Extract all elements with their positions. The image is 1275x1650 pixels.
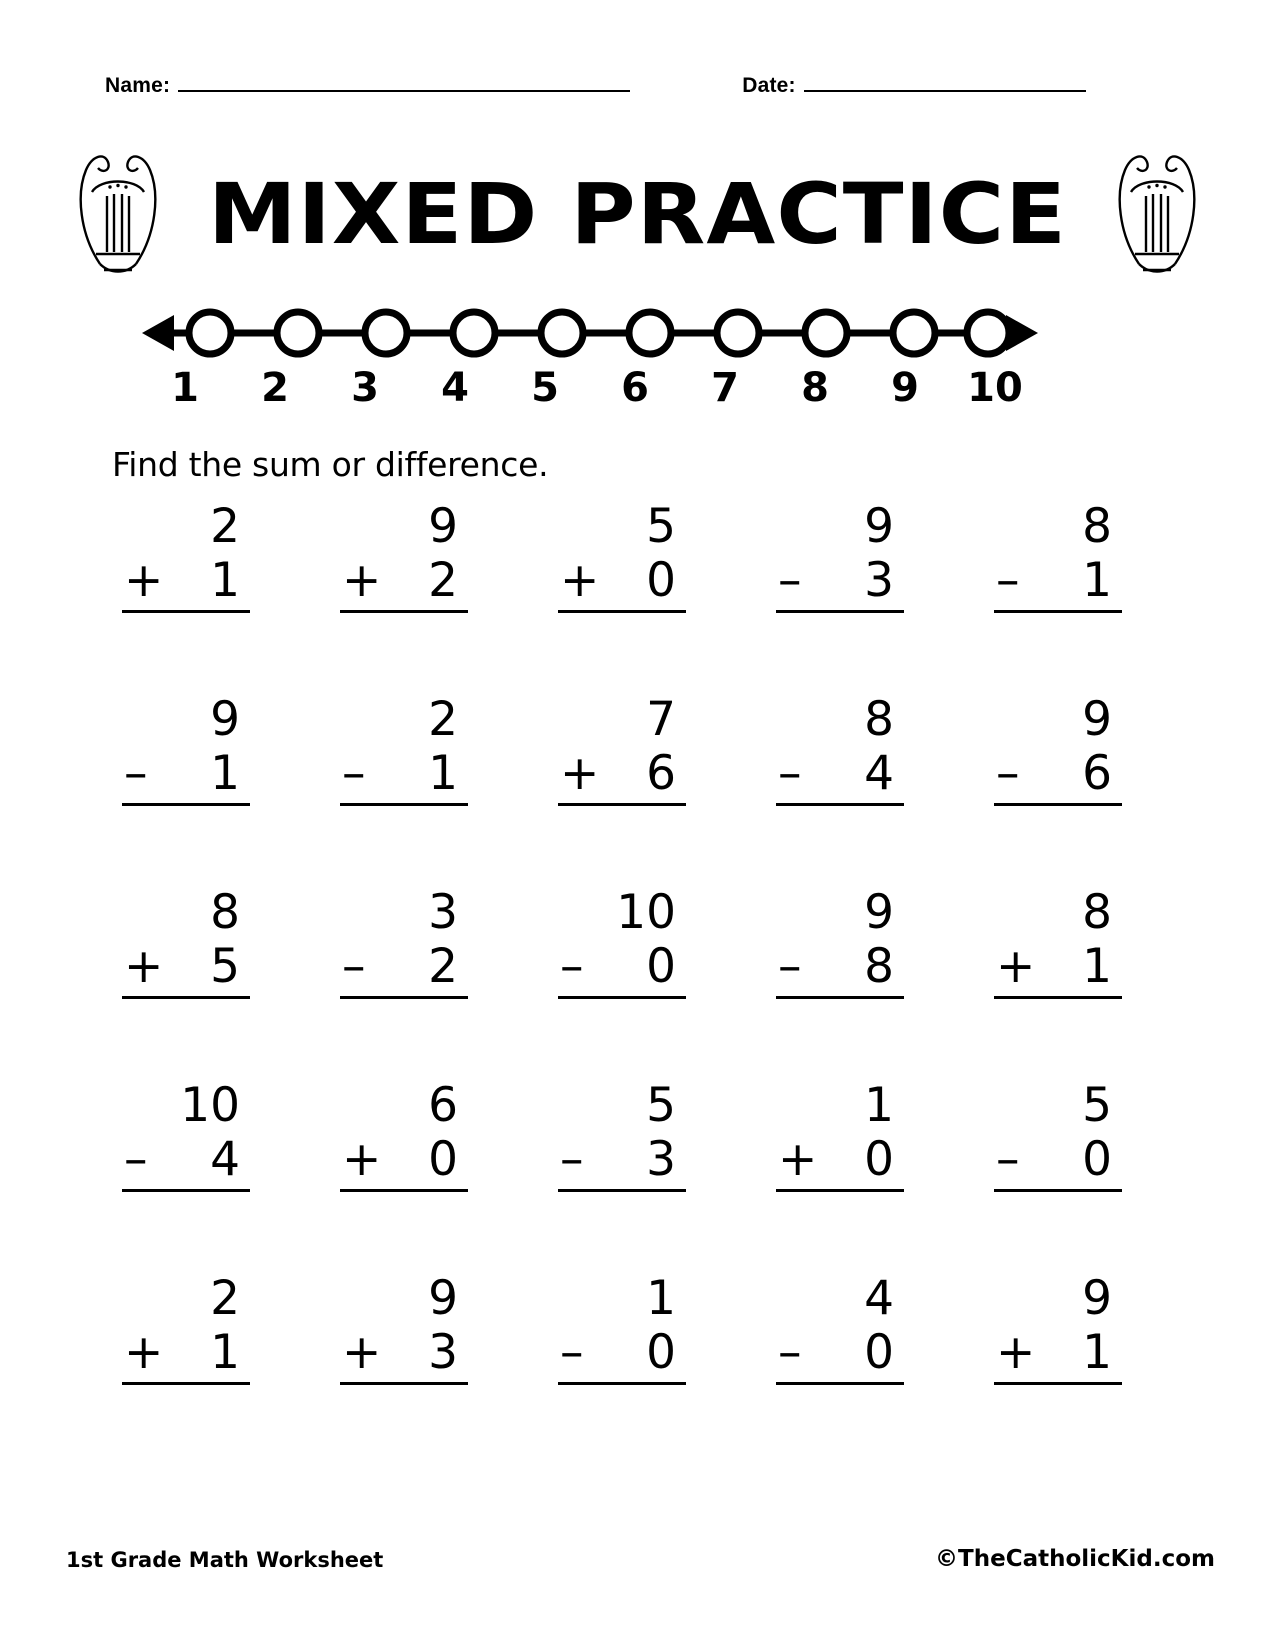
- problem-bottom-operand: 1: [210, 746, 240, 801]
- problem-top-operand: 8: [1082, 499, 1112, 554]
- problem-cell[interactable]: [968, 886, 1186, 1079]
- problem-top-operand: 3: [428, 885, 458, 940]
- title-row: [60, 128, 1215, 288]
- problem-cell[interactable]: [750, 1079, 968, 1272]
- problem-bottom-operand: 5: [210, 939, 240, 994]
- problem: [340, 1079, 468, 1192]
- problem-top-operand: 8: [864, 692, 894, 747]
- problem-operator: –: [996, 553, 1020, 608]
- problem-operator: –: [996, 746, 1020, 801]
- problem-operator: –: [560, 1325, 584, 1380]
- problem: [340, 1272, 468, 1385]
- problem-grid: [96, 500, 1186, 1465]
- problem-cell[interactable]: [750, 886, 968, 1079]
- problem-bottom-operand: 1: [210, 1325, 240, 1380]
- problem-cell[interactable]: [314, 1272, 532, 1465]
- problem-bottom-operand: 0: [646, 553, 676, 608]
- problem-bottom-operand: 4: [864, 746, 894, 801]
- problem-operator: +: [124, 553, 164, 608]
- date-write-line[interactable]: [804, 72, 1086, 92]
- problem-cell[interactable]: [532, 886, 750, 1079]
- problem-operator: +: [560, 746, 600, 801]
- problem: [994, 1079, 1122, 1192]
- problem: [122, 1079, 250, 1192]
- problem-cell[interactable]: [314, 1079, 532, 1272]
- instruction-text: Find the sum or difference.: [112, 445, 549, 484]
- problem-bottom-operand: 1: [210, 553, 240, 608]
- problem-bottom-operand: 0: [646, 939, 676, 994]
- problem-operator: +: [124, 1325, 164, 1380]
- problem-bottom-operand: 1: [1082, 1325, 1112, 1380]
- problem-bottom-operand: 0: [428, 1132, 458, 1187]
- problem-operator: +: [560, 553, 600, 608]
- problem-operator: +: [778, 1132, 818, 1187]
- problem: [994, 693, 1122, 806]
- problem-top-operand: 9: [864, 885, 894, 940]
- problem-row: [96, 500, 1186, 693]
- problem: [994, 886, 1122, 999]
- problem: [558, 1272, 686, 1385]
- number-line-label: 10: [967, 365, 1023, 411]
- problem-bottom-operand: 3: [428, 1325, 458, 1380]
- problem-cell[interactable]: [750, 693, 968, 886]
- problem-operator: –: [778, 553, 802, 608]
- number-line-label: 6: [621, 365, 649, 411]
- problem: [122, 693, 250, 806]
- problem-top-operand: 1: [864, 1078, 894, 1133]
- number-line-label: 5: [531, 365, 559, 411]
- problem-operator: –: [124, 1132, 148, 1187]
- problem-bottom-operand: 0: [864, 1132, 894, 1187]
- problem-cell[interactable]: [968, 500, 1186, 693]
- problem-top-operand: 9: [864, 499, 894, 554]
- problem-cell[interactable]: [968, 1079, 1186, 1272]
- problem-bottom-operand: 3: [646, 1132, 676, 1187]
- problem-operator: –: [778, 939, 802, 994]
- problem-cell[interactable]: [532, 1079, 750, 1272]
- problem-top-operand: 5: [646, 499, 676, 554]
- problem: [558, 886, 686, 999]
- problem-operator: +: [996, 1325, 1036, 1380]
- problem-cell[interactable]: [968, 1272, 1186, 1465]
- problem-cell[interactable]: [968, 693, 1186, 886]
- problem: [776, 500, 904, 613]
- problem-cell[interactable]: [750, 1272, 968, 1465]
- page-title: MIXED PRACTICE: [207, 165, 1068, 263]
- problem-operator: +: [124, 939, 164, 994]
- problem: [776, 693, 904, 806]
- problem-top-operand: 4: [864, 1271, 894, 1326]
- problem-cell[interactable]: [750, 500, 968, 693]
- problem: [776, 886, 904, 999]
- problem-operator: –: [560, 1132, 584, 1187]
- problem-bottom-operand: 1: [428, 746, 458, 801]
- problem: [122, 886, 250, 999]
- problem-row: [96, 886, 1186, 1079]
- problem-top-operand: 6: [428, 1078, 458, 1133]
- problem-bottom-operand: 1: [1082, 939, 1112, 994]
- problem-bottom-operand: 4: [210, 1132, 240, 1187]
- problem-top-operand: 2: [428, 692, 458, 747]
- problem-cell[interactable]: [314, 693, 532, 886]
- number-line-label: 9: [891, 365, 919, 411]
- problem-top-operand: 5: [646, 1078, 676, 1133]
- problem-operator: –: [778, 746, 802, 801]
- problem: [558, 1079, 686, 1192]
- problem: [776, 1079, 904, 1192]
- problem-cell[interactable]: [96, 500, 314, 693]
- number-line-labels: [140, 366, 1040, 410]
- footer-right-text: ©TheCatholicKid.com: [935, 1546, 1215, 1572]
- problem-cell[interactable]: [96, 886, 314, 1079]
- problem: [122, 500, 250, 613]
- name-write-line[interactable]: [178, 72, 630, 92]
- problem-bottom-operand: 8: [864, 939, 894, 994]
- number-line-label: 4: [441, 365, 469, 411]
- problem: [558, 500, 686, 613]
- problem-top-operand: 9: [428, 1271, 458, 1326]
- lyre-icon: [1109, 134, 1205, 284]
- problem-top-operand: 9: [1082, 692, 1112, 747]
- number-line-label: 1: [171, 365, 199, 411]
- problem-cell[interactable]: [532, 693, 750, 886]
- problem-top-operand: 2: [210, 1271, 240, 1326]
- problem-cell[interactable]: [314, 500, 532, 693]
- problem-bottom-operand: 6: [1082, 746, 1112, 801]
- problem: [122, 1272, 250, 1385]
- problem-row: [96, 1079, 1186, 1272]
- problem-operator: –: [124, 746, 148, 801]
- problem: [994, 500, 1122, 613]
- problem-operator: +: [342, 1325, 382, 1380]
- problem-operator: –: [342, 939, 366, 994]
- number-line-label: 8: [801, 365, 829, 411]
- number-line-label: 3: [351, 365, 379, 411]
- name-label: Name:: [105, 74, 171, 97]
- name-field-group: [105, 72, 630, 98]
- problem-operator: +: [996, 939, 1036, 994]
- problem-top-operand: 2: [210, 499, 240, 554]
- number-line: [140, 300, 1040, 420]
- problem-top-operand: 9: [1082, 1271, 1112, 1326]
- problem-top-operand: 9: [428, 499, 458, 554]
- problem-cell[interactable]: [96, 693, 314, 886]
- problem-bottom-operand: 6: [646, 746, 676, 801]
- problem-cell[interactable]: [96, 1079, 314, 1272]
- problem-bottom-operand: 1: [1082, 553, 1112, 608]
- problem-bottom-operand: 2: [428, 939, 458, 994]
- problem-bottom-operand: 2: [428, 553, 458, 608]
- problem: [558, 693, 686, 806]
- problem-operator: +: [342, 553, 382, 608]
- number-line-label: 2: [261, 365, 289, 411]
- number-line-label: 7: [711, 365, 739, 411]
- problem-bottom-operand: 0: [864, 1325, 894, 1380]
- problem-row: [96, 693, 1186, 886]
- problem-top-operand: 7: [646, 692, 676, 747]
- problem-top-operand: 8: [210, 885, 240, 940]
- problem-operator: –: [560, 939, 584, 994]
- problem: [776, 1272, 904, 1385]
- problem-bottom-operand: 0: [1082, 1132, 1112, 1187]
- problem-cell[interactable]: [314, 886, 532, 1079]
- name-date-row: [105, 72, 1170, 112]
- problem-top-operand: 10: [616, 885, 676, 940]
- problem-row: [96, 1272, 1186, 1465]
- date-label: Date:: [742, 74, 796, 97]
- problem-operator: –: [996, 1132, 1020, 1187]
- problem-top-operand: 10: [180, 1078, 240, 1133]
- problem-operator: –: [342, 746, 366, 801]
- problem-cell[interactable]: [532, 1272, 750, 1465]
- problem-top-operand: 1: [646, 1271, 676, 1326]
- problem-operator: –: [778, 1325, 802, 1380]
- problem-top-operand: 8: [1082, 885, 1112, 940]
- problem-cell[interactable]: [532, 500, 750, 693]
- footer-left-text: 1st Grade Math Worksheet: [66, 1548, 384, 1572]
- problem-bottom-operand: 3: [864, 553, 894, 608]
- problem: [340, 500, 468, 613]
- problem: [340, 693, 468, 806]
- problem: [340, 886, 468, 999]
- problem: [994, 1272, 1122, 1385]
- date-field-group: [742, 72, 1086, 98]
- problem-top-operand: 5: [1082, 1078, 1112, 1133]
- problem-cell[interactable]: [96, 1272, 314, 1465]
- problem-bottom-operand: 0: [646, 1325, 676, 1380]
- problem-top-operand: 9: [210, 692, 240, 747]
- problem-operator: +: [342, 1132, 382, 1187]
